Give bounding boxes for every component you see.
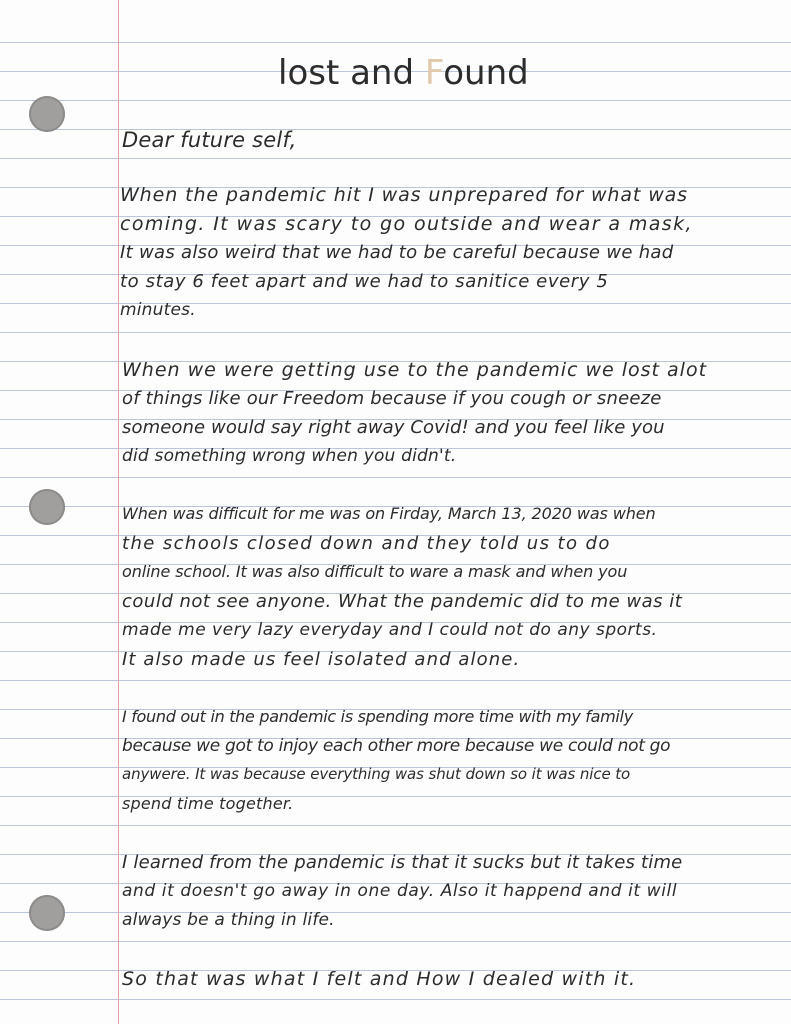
title-suffix: ound [443,53,529,93]
paragraph-line: and it doesn't go away in one day. Also it happend and it will [122,881,678,901]
margin-line [118,0,119,1024]
paragraph-line: When was difficult for me was on Firday, March 13, 2020 was when [122,504,656,523]
paragraph-line: When the pandemic hit I was unprepared for what was [120,184,688,206]
paragraph-line: because we got to injoy each other more because we could not go [122,736,671,756]
paragraph-line: So that was what I felt and How I dealed with it. [122,968,637,990]
title-prefix: lost and [278,53,425,93]
paragraph-line: When we were getting use to the pandemic we lost alot [122,359,708,381]
paragraph-line: made me very lazy everyday and I could not do any sports. [122,620,658,640]
paragraph-line: spend time together. [122,794,294,813]
paragraph-line: online school. It was also difficult to ware a mask and when you [122,562,628,581]
punch-hole [29,489,65,525]
paragraph-line: of things like our Freedom because if you cough or sneeze [122,388,662,409]
paragraph-line: It also made us feel isolated and alone. [122,649,521,670]
paragraph-line: anywere. It was because everything was shut down so it was nice to [122,765,631,783]
paragraph-line: coming. It was scary to go outside and wear a mask, [120,213,693,235]
paragraph-line: always be a thing in life. [122,910,335,930]
paragraph-line: the schools closed down and they told us to do [122,533,611,554]
page-title [278,53,529,93]
punch-hole [29,895,65,931]
paragraph-line: someone would say right away Covid! and you feel like you [122,417,665,438]
paragraph-line: minutes. [120,300,196,320]
paragraph-line: to stay 6 feet apart and we had to sanitice every 5 [120,271,609,292]
punch-hole [29,96,65,132]
greeting: Dear future self, [122,128,297,152]
paragraph-line: could not see anyone. What the pandemic did to me was it [122,591,683,612]
paragraph-line: did something wrong when you didn't. [122,446,457,466]
title-f-letter: F [424,53,444,93]
paragraph-line: It was also weird that we had to be careful because we had [120,242,674,263]
paragraph-line: I found out in the pandemic is spending more time with my family [122,707,633,726]
paragraph-line: I learned from the pandemic is that it sucks but it takes time [122,852,683,873]
